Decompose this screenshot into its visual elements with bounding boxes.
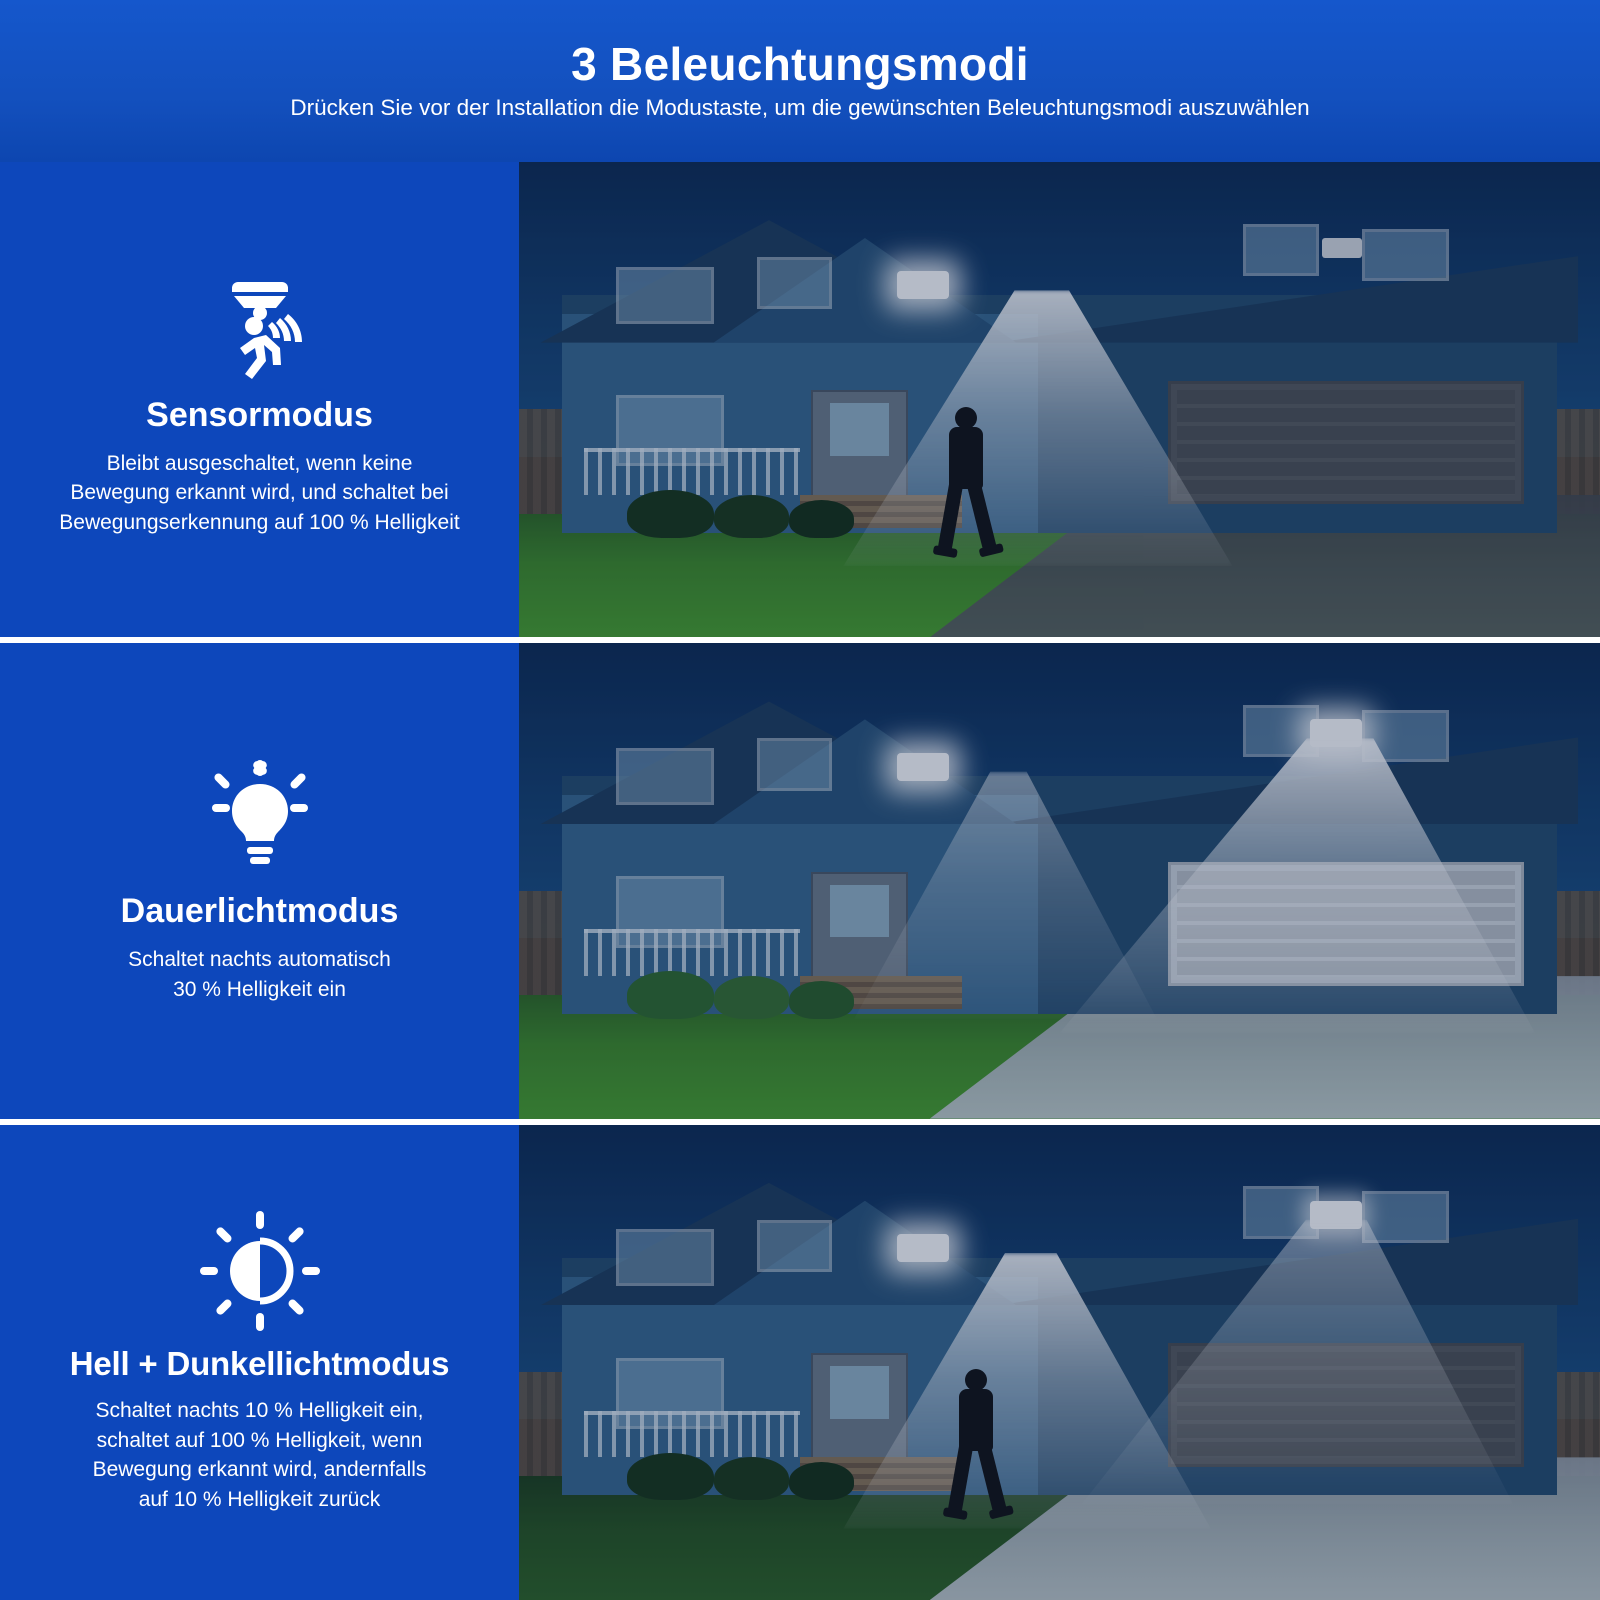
window [616,267,713,324]
mode-desc-line: auf 10 % Helligkeit zurück [138,1488,381,1512]
mode-photo-sensor [519,162,1600,637]
front-door-glass [830,1366,890,1419]
shrub [627,1453,713,1501]
person-leg [967,483,997,552]
porch-railing [584,929,800,976]
security-light-on [897,271,949,299]
window [757,1220,833,1272]
modes-list [0,162,1600,1600]
shrub [627,490,713,538]
window [1362,229,1448,281]
mode-title-constant: Dauerlichtmodus [120,892,399,931]
page-title: 3 Beleuchtungsmodi [571,37,1029,90]
person-leg [948,1446,974,1515]
shrub [714,495,790,538]
shrub [789,500,854,538]
garage-door [1168,381,1525,505]
mode-title-sensor: Sensormodus [146,396,373,435]
security-light-off [1322,238,1362,258]
shrub [789,1462,854,1500]
mode-desc-sensor [59,449,459,538]
shrub [789,981,854,1019]
person-head [965,1369,987,1391]
mode-row-constant [0,643,1600,1124]
mode-desc-bright-dim [93,1396,427,1515]
mode-desc-line: Bewegung erkannt wird, andernfalls [92,1458,427,1482]
window [1243,224,1319,276]
window [616,1229,713,1286]
house-night-scene [519,643,1600,1118]
security-light-on [897,753,949,781]
walking-person [941,407,993,557]
mode-desc-line: Bewegungserkennung auf 100 % Helligkeit [59,511,460,535]
security-light-on [897,1234,949,1262]
mode-desc-line: Bleibt ausgeschaltet, wenn keine [106,451,413,475]
person-head [955,407,977,429]
mode-info-constant [0,643,519,1118]
shrub [714,976,790,1019]
porch-railing [584,1411,800,1458]
light-bulb-icon [195,753,325,883]
mode-photo-bright-dim [519,1125,1600,1600]
house-night-scene [519,162,1600,637]
mode-info-sensor [0,162,519,637]
mode-desc-line: Schaltet nachts automatisch [128,947,391,971]
window [616,748,713,805]
mode-desc-line: schaltet auf 100 % Helligkeit, wenn [96,1428,423,1452]
page-subtitle: Drücken Sie vor der Installation die Modustaste, um die gewünschten Beleuchtungsmodi auszuwählen [290,95,1310,121]
mode-row-sensor [0,162,1600,643]
mode-row-bright-dim [0,1125,1600,1600]
window [1362,1191,1448,1243]
half-sun-brightness-icon [195,1206,325,1336]
front-door-glass [830,403,890,456]
garage-door-panels [1177,390,1516,496]
shrub [627,971,713,1019]
walking-person [951,1369,1003,1519]
mode-title-bright-dim: Hell + Dunkellichtmodus [69,1344,450,1382]
person-leg [937,483,963,552]
shrub [714,1457,790,1500]
mode-photo-constant [519,643,1600,1118]
mode-desc-line: 30 % Helligkeit ein [173,977,346,1001]
mode-desc-constant [128,945,391,1005]
person-leg [978,1445,1008,1514]
motion-sensor-icon [195,257,325,387]
person-body [949,427,983,489]
mode-info-bright-dim [0,1125,519,1600]
mode-desc-line: Schaltet nachts 10 % Helligkeit ein, [95,1398,424,1422]
window [757,257,833,309]
window [757,738,833,790]
poster-header [0,0,1600,162]
house-night-scene [519,1125,1600,1600]
mode-desc-line: Bewegung erkannt wird, und schaltet bei [70,481,449,505]
front-door-glass [830,885,890,938]
porch-railing [584,448,800,495]
person-body [959,1389,993,1451]
